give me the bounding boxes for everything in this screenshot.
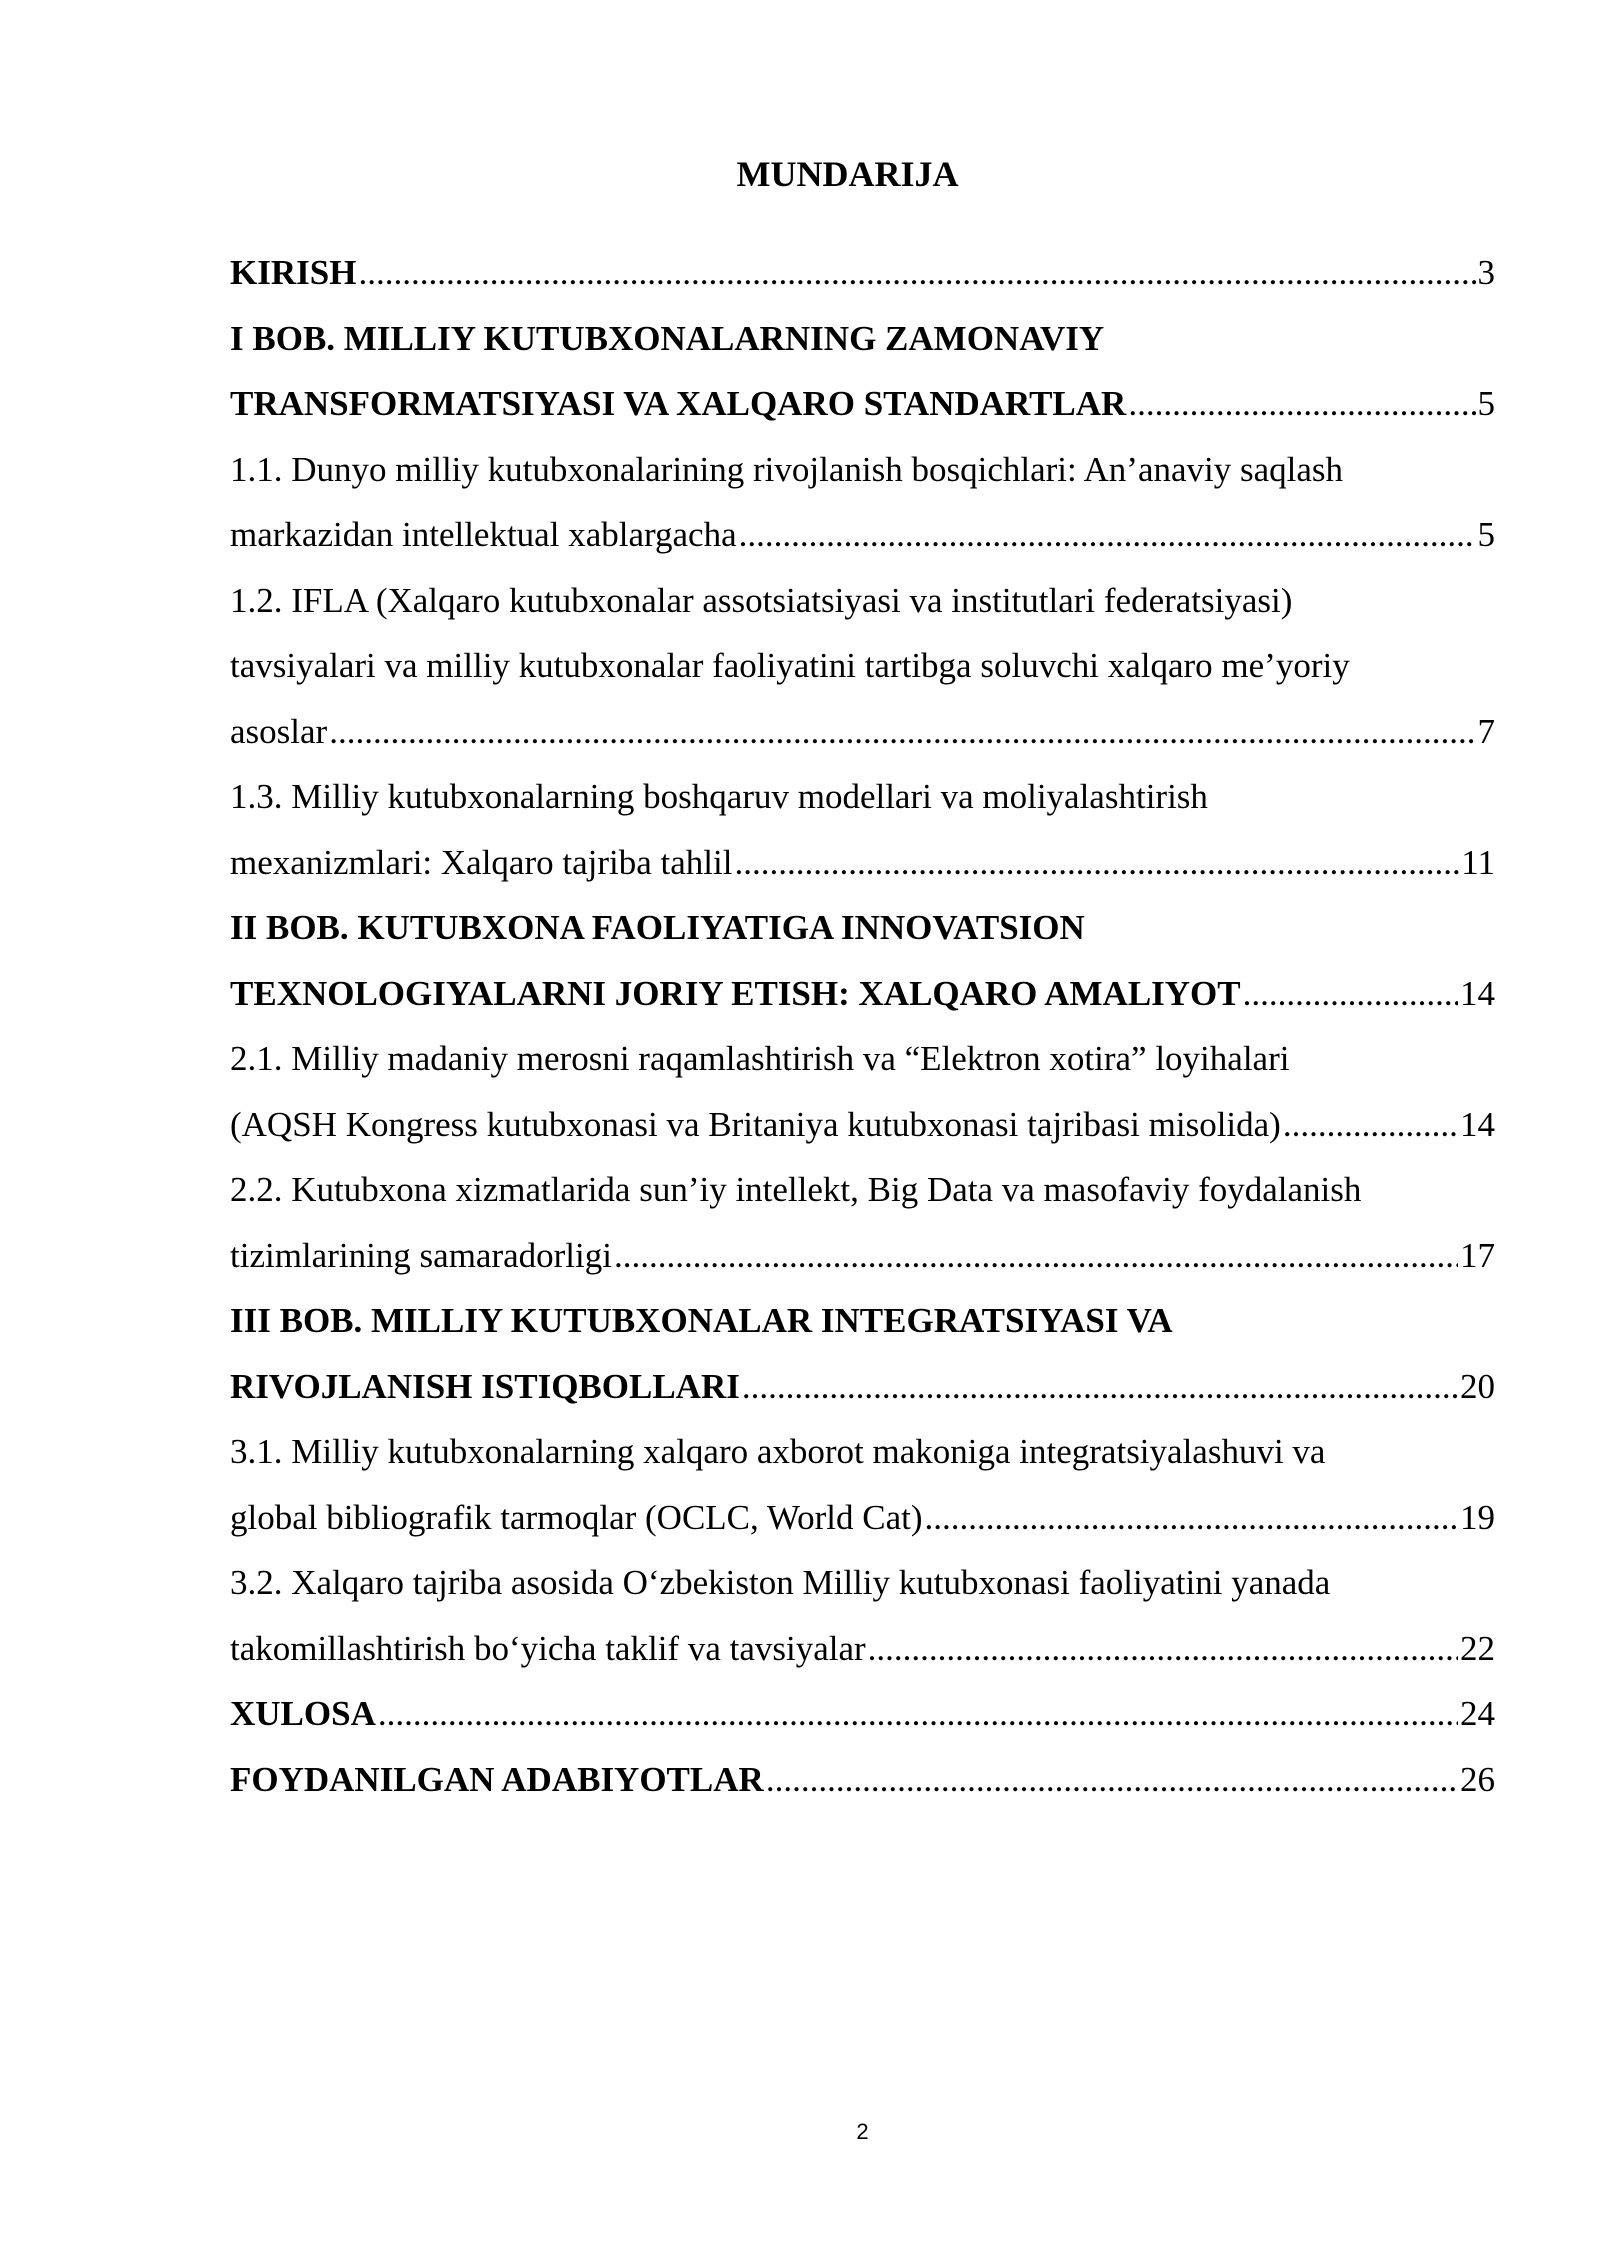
toc-page-number: 14	[1460, 973, 1495, 1013]
toc-entry-text: 3.2. Xalqaro tajriba asosida O‘zbekiston Milliy kutubxonasi faoliyatini yanada	[230, 1563, 1331, 1602]
toc-entry-text: 2.2. Kutubxona xizmatlarida sun’iy intellekt, Big Data va masofaviy foydalanish	[230, 1170, 1362, 1209]
table-of-contents	[230, 240, 1495, 1812]
toc-page-number: 5	[1477, 515, 1495, 554]
toc-page-number: 24	[1460, 1694, 1495, 1733]
toc-entry-text: 1.3. Milliy kutubxonalarning boshqaruv modellari va moliyalashtirish	[230, 777, 1208, 816]
toc-entry-text: TRANSFORMATSIYASI VA XALQARO STANDARTLAR	[230, 384, 1127, 423]
toc-entry[interactable]	[230, 1747, 1495, 1813]
toc-page-number: 7	[1477, 711, 1495, 751]
dot-leader	[734, 830, 1459, 896]
toc-page-number: 3	[1477, 253, 1495, 292]
dot-leader	[358, 240, 1475, 306]
dot-leader	[925, 1485, 1458, 1551]
toc-entry-text: RIVOJLANISH ISTIQBOLLARI	[230, 1366, 740, 1406]
dot-leader	[614, 1223, 1458, 1289]
toc-entry-text: global bibliografik tarmoqlar (OCLC, World Cat)	[230, 1497, 923, 1537]
dot-leader	[739, 502, 1476, 568]
toc-entry[interactable]	[230, 895, 1495, 1026]
toc-entry-text: takomillashtirish bo‘yicha taklif va tavsiyalar	[230, 1628, 866, 1668]
toc-entry-text: 3.1. Milliy kutubxonalarning xalqaro axborot makoniga integratsiyalashuvi va	[230, 1432, 1326, 1471]
toc-page-number: 19	[1460, 1497, 1495, 1537]
dot-leader	[329, 699, 1475, 765]
toc-entry[interactable]	[230, 1157, 1495, 1288]
toc-entry-text: III BOB. MILLIY KUTUBXONALAR INTEGRATSIYASI VA	[230, 1301, 1173, 1340]
toc-page-number: 11	[1461, 842, 1495, 882]
toc-entry-text: tavsiyalari va milliy kutubxonalar faoliyatini tartibga soluvchi xalqaro me’yoriy	[230, 646, 1350, 685]
dot-leader	[1128, 371, 1475, 437]
toc-entry-text: TEXNOLOGIYALARNI JORIY ETISH: XALQARO AMALIYOT	[230, 973, 1241, 1013]
toc-page-number: 22	[1460, 1628, 1495, 1668]
toc-heading: MUNDARIJA	[736, 154, 959, 194]
toc-entry[interactable]	[230, 764, 1495, 895]
dot-leader	[1243, 961, 1458, 1027]
dot-leader	[378, 1681, 1458, 1747]
toc-entry-text: markazidan intellektual xablargacha	[230, 515, 737, 554]
page-number: 2	[856, 2119, 869, 2144]
toc-entry[interactable]	[230, 1550, 1495, 1681]
toc-entry-text: II BOB. KUTUBXONA FAOLIYATIGA INNOVATSION	[230, 908, 1085, 947]
toc-entry[interactable]	[230, 1681, 1495, 1747]
toc-page-number: 5	[1477, 384, 1495, 423]
dot-leader	[1283, 1092, 1458, 1158]
toc-page-number: 26	[1460, 1759, 1495, 1799]
toc-entry-text: 1.1. Dunyo milliy kutubxonalarining rivojlanish bosqichlari: An’anaviy saqlash	[230, 449, 1344, 489]
toc-entry-text: I BOB. MILLIY KUTUBXONALARNING ZAMONAVIY	[230, 318, 1105, 358]
dot-leader	[766, 1747, 1458, 1813]
toc-entry[interactable]	[230, 1288, 1495, 1419]
toc-page-number: 17	[1460, 1235, 1495, 1275]
toc-entry-text: (AQSH Kongress kutubxonasi va Britaniya kutubxonasi tajribasi misolida)	[230, 1104, 1281, 1144]
toc-entry-text: 2.1. Milliy madaniy merosni raqamlashtirish va “Elektron xotira” loyihalari	[230, 1039, 1290, 1078]
toc-entry-text: FOYDANILGAN ADABIYOTLAR	[230, 1759, 764, 1799]
toc-entry[interactable]	[230, 1026, 1495, 1157]
toc-entry-text: 1.2. IFLA (Xalqaro kutubxonalar assotsiatsiyasi va institutlari federatsiyasi)	[230, 580, 1293, 620]
toc-page-number: 20	[1460, 1366, 1495, 1406]
toc-entry-text: tizimlarining samaradorligi	[230, 1235, 612, 1275]
toc-entry-text: XULOSA	[230, 1694, 376, 1733]
toc-page-number: 14	[1460, 1104, 1495, 1144]
dot-leader	[868, 1616, 1458, 1682]
toc-entry-text: mexanizmlari: Xalqaro tajriba tahlil	[230, 842, 733, 882]
toc-entry[interactable]	[230, 240, 1495, 306]
toc-entry-text: asoslar	[230, 711, 328, 751]
toc-entry[interactable]	[230, 437, 1495, 568]
toc-entry[interactable]	[230, 306, 1495, 437]
toc-entry-text: KIRISH	[230, 253, 357, 292]
toc-entry[interactable]	[230, 568, 1495, 765]
toc-entry[interactable]	[230, 1419, 1495, 1550]
dot-leader	[742, 1354, 1458, 1420]
